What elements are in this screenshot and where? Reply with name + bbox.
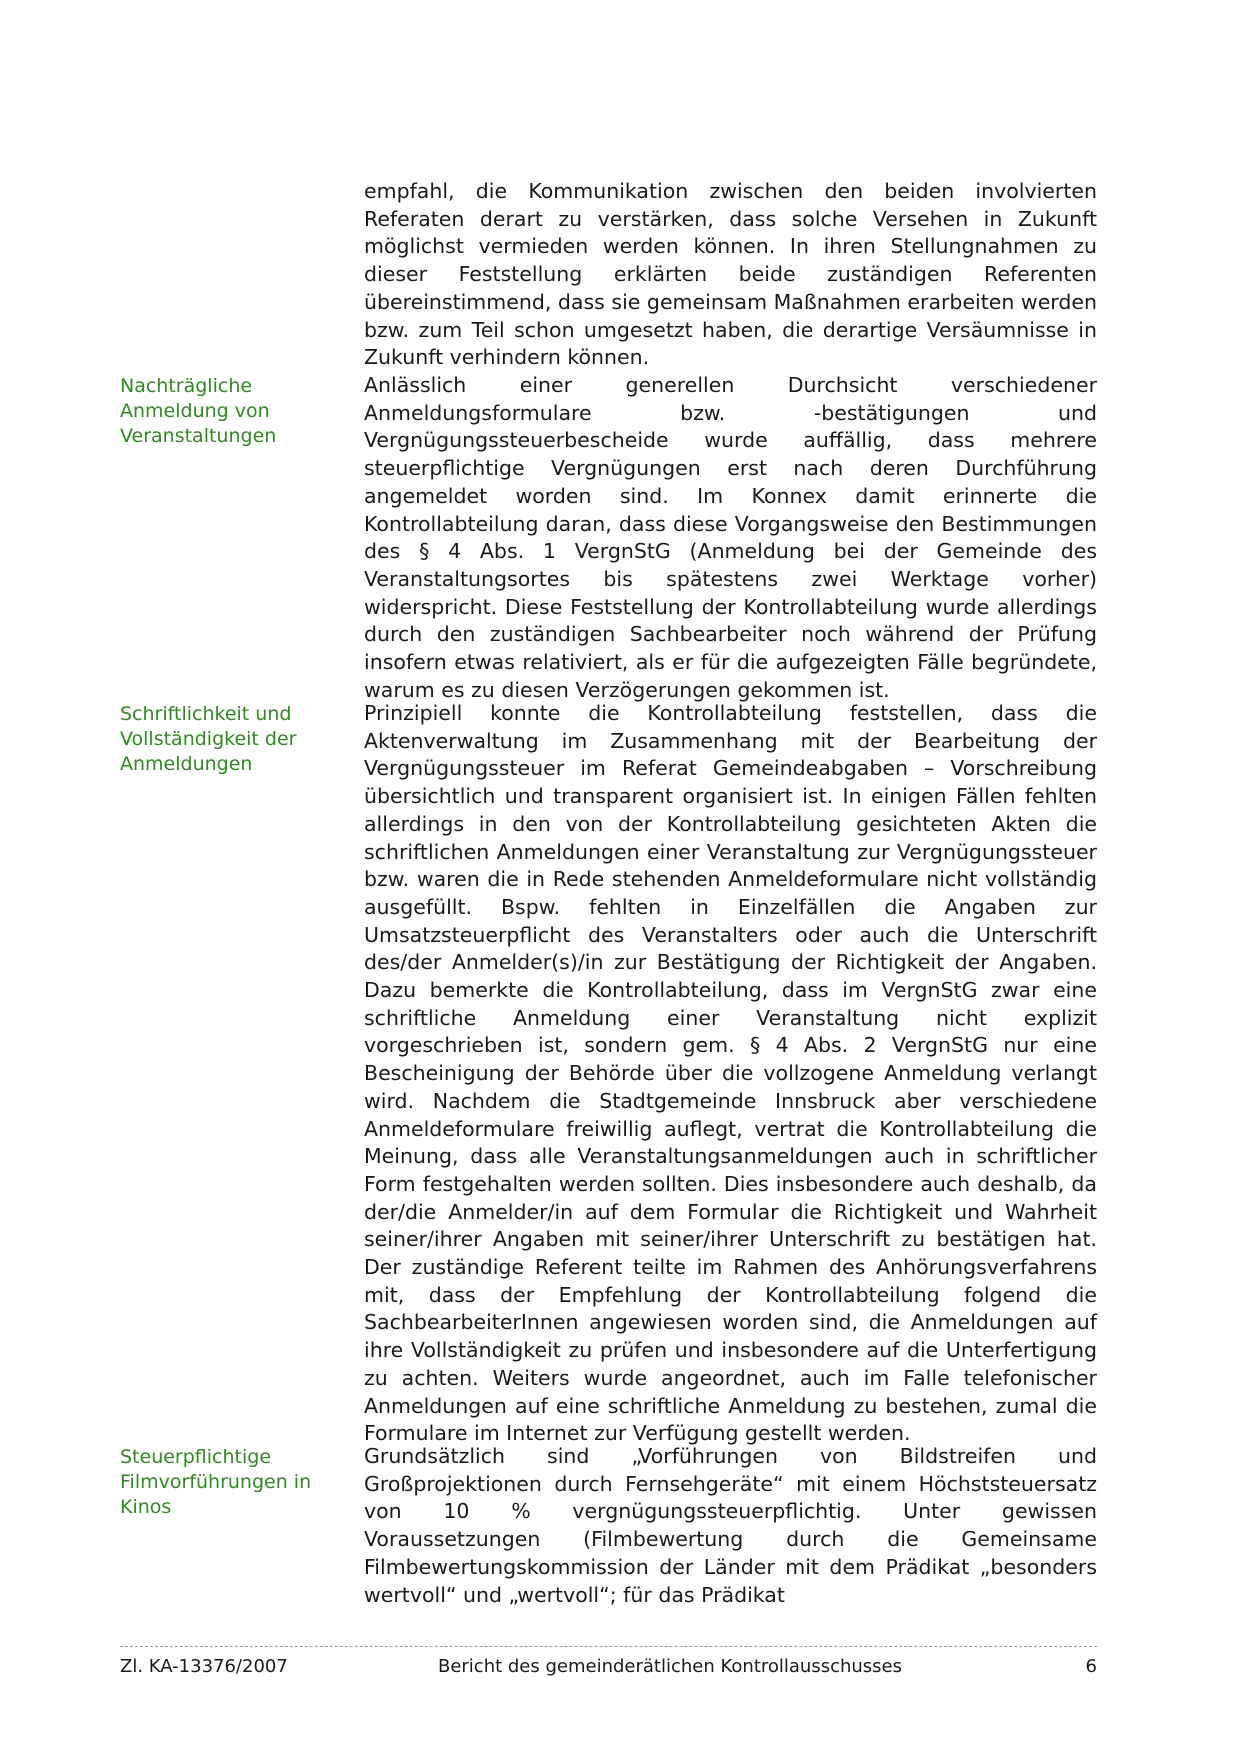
margin-heading: Nachträgliche Anmeldung von Veranstaltungen [120, 375, 277, 447]
body-paragraph: Prinzipiell konnte die Kontrollabteilung feststellen, dass die Aktenverwaltung im Zusammenhang mit der Bearbeitung der Vergnügungssteuer im Referat Gemeindeabgaben – Vorschreibung übersichtlich und transparent organisiert ist. In einigen Fällen fehlten allerdings in den von der Kontrollabteilung gesichteten Akten die schriftlichen Anmeldungen einer Veranstaltung zur Vergnügungssteuer bzw. waren die in Rede stehenden Anmeldeformulare nicht vollständig ausgefüllt. Bspw. fehlten in Einzelfällen die Angaben zur Umsatzsteuerpflicht des Veranstalters oder auch die Unterschrift des/der Anmelder(s)/in zur Bestätigung der Richtigkeit der Angaben. Dazu bemerkte die Kontrollabteilung, dass im VergnStG zwar eine schriftliche Anmeldung einer Veranstaltung nicht explizit vorgeschrieben ist, sondern gem. § 4 Abs. 2 VergnStG nur eine Bescheinigung der Behörde über die vollzogene Anmeldung verlangt wird. Nachdem die Stadtgemeinde Innsbruck aber verschiedene Anmeldeformulare freiwillig auflegt, vertrat die Kontrollabteilung die Meinung, dass alle Veranstaltungsanmeldungen auch in schriftlicher Form festgehalten werden sollten. Dies insbesondere auch deshalb, da der/die Anmelder/in auf dem Formular die Richtigkeit und Wahrheit seiner/ihrer Angaben mit seiner/ihrer Unterschrift zu bestätigen hat. Der zuständige Referent teilte im Rahmen des Anhörungsverfahrens mit, dass der Empfehlung der Kontrollabteilung folgend die SachbearbeiterInnen angewiesen worden sind, die Anmeldungen auf ihre Vollständigkeit zu prüfen und insbesondere auf die Unterfertigung zu achten. Weiters wurde angeordnet, auch im Falle telefonischer Anmeldungen auf eine schriftliche Anmeldung zu bestehen, zumal die Formulare im Internet zur Verfügung gestellt werden. [364, 701, 1097, 1446]
page-number: 6 [1085, 1656, 1097, 1677]
body-paragraph: Anlässlich einer generellen Durchsicht verschiedener Anmeldungsformulare bzw. -bestätigungen und Vergnügungssteuerbescheide wurde auffällig, dass mehrere steuerpflichtige Vergnügungen erst nach deren Durchführung angemeldet worden sind. Im Konnex damit erinnerte die Kontrollabteilung daran, dass diese Vorgangsweise den Bestimmungen des § 4 Abs. 1 VergnStG (Anmeldung bei der Gemeinde des Veranstaltungsortes bis spätestens zwei Werktage vorher) widerspricht. Diese Feststellung der Kontrollabteilung wurde allerdings durch den zuständigen Sachbearbeiter noch während der Prüfung insofern etwas relativiert, als er für die aufgezeigten Fälle begründete, warum es zu diesen Verzögerungen gekommen ist. [364, 373, 1097, 702]
footer-reference: Zl. KA-13376/2007 [120, 1656, 288, 1677]
footer-divider [120, 1646, 1097, 1647]
margin-heading: Steuerpflichtige Filmvorführungen in Kinos [120, 1446, 312, 1518]
body-paragraph: empfahl, die Kommunikation zwischen den beiden involvierten Referaten derart zu verstärken, dass solche Versehen in Zukunft möglichst vermieden werden können. In ihren Stellungnahmen zu dieser Feststellung erklärten beide zuständigen Referenten übereinstimmend, dass sie gemeinsam Maßnahmen erarbeiten werden bzw. zum Teil schon umgesetzt haben, die derartige Versäumnisse in Zukunft verhindern können. [364, 179, 1097, 370]
footer-title: Bericht des gemeinderätlichen Kontrollausschusses [437, 1656, 903, 1677]
margin-heading: Schriftlichkeit und Vollständigkeit der Anmeldungen [120, 703, 297, 775]
body-paragraph: Grundsätzlich sind „Vorführungen von Bildstreifen und Großprojektionen durch Fernsehgeräte“ mit einem Höchststeuersatz von 10 % vergnügungssteuerpflichtig. Unter gewissen Voraussetzungen (Filmbewertung durch die Gemeinsame Filmbewertungskommission der Länder mit dem Prädikat „besonders wertvoll“ und „wertvoll“; für das Prädikat [364, 1444, 1097, 1607]
